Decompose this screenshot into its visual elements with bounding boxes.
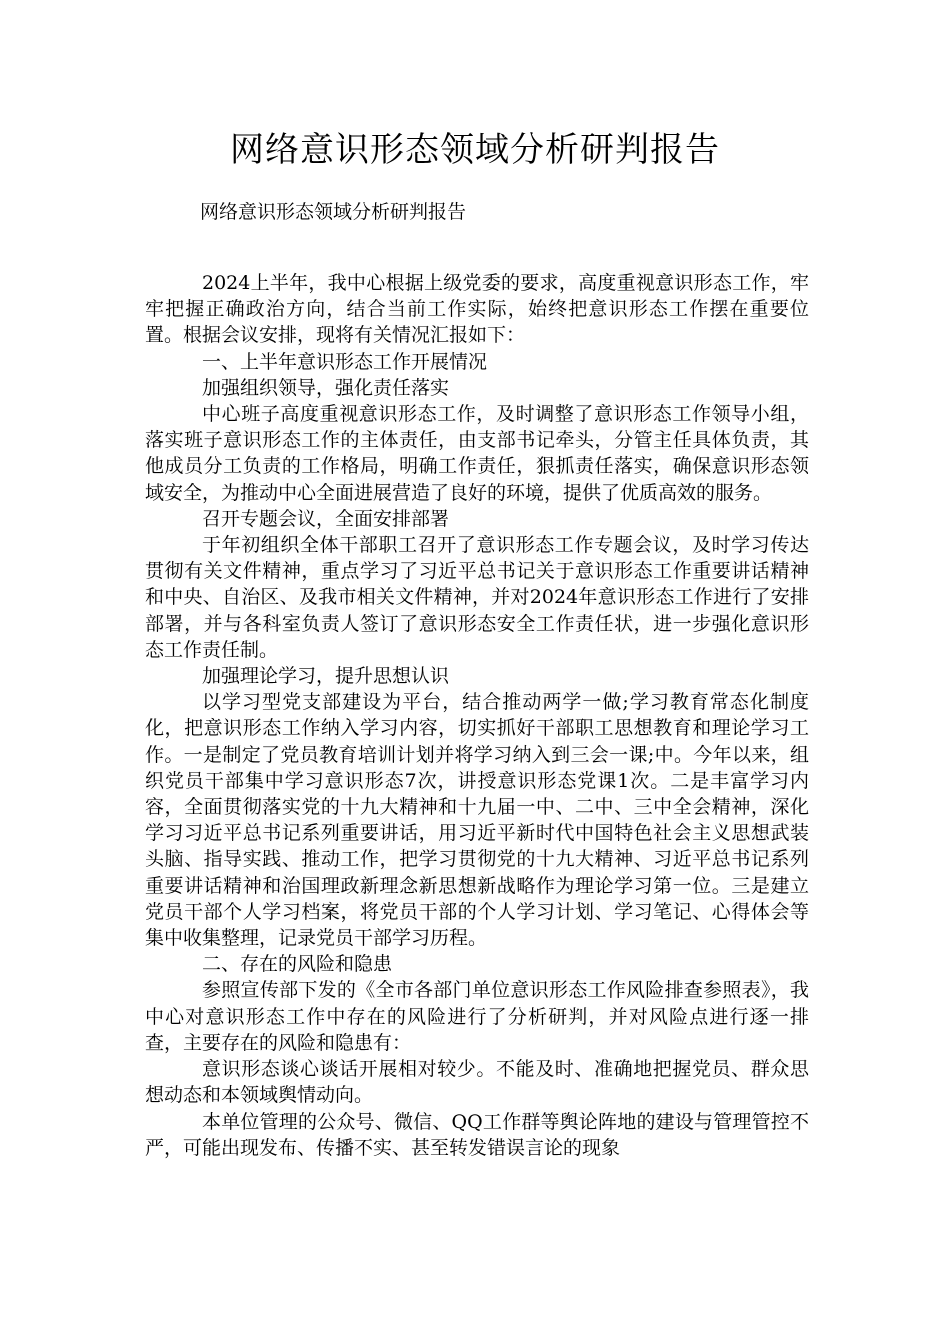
paragraph-meeting: 于年初组织全体干部职工召开了意识形态工作专题会议，及时学习传达贯彻有关文件精神，重点学习了习近平总书记关于意识形态工作重要讲话精神和中央、自治区、及我市相关文件精神，并对2024年意识形态工作进行了安排部署，并与各科室负责人签订了意识形态安全工作责任状，进一步强化意识形态工作责任制。	[145, 534, 809, 661]
document-title: 网络意识形态领域分析研判报告	[230, 130, 720, 170]
paragraph-intro: 2024上半年，我中心根据上级党委的要求，高度重视意识形态工作，牢牢把握正确政治方向，结合当前工作实际，始终把意识形态工作摆在重要位置。根据会议安排，现将有关情况汇报如下：	[145, 272, 809, 347]
paragraph-risk-intro: 参照宣传部下发的《全市各部门单位意识形态工作风险排查参照表》，我中心对意识形态工作中存在的风险进行了分析研判，并对风险点进行逐一排查，主要存在的风险和隐患有：	[145, 979, 809, 1054]
subheading-organization: 加强组织领导，强化责任落实	[202, 376, 450, 399]
paragraph-organization: 中心班子高度重视意识形态工作，及时调整了意识形态工作领导小组，落实班子意识形态工作的主体责任，由支部书记牵头，分管主任具体负责，其他成员分工负责的工作格局，明确工作责任，狠抓责任落实，确保意识形态领域安全，为推动中心全面进展营造了良好的环境，提供了优质高效的服务。	[145, 403, 809, 504]
paragraph-risk-2: 本单位管理的公众号、微信、QQ工作群等舆论阵地的建设与管理管控不严，可能出现发布、传播不实、甚至转发错误言论的现象	[145, 1110, 809, 1159]
paragraph-risk-1: 意识形态谈心谈话开展相对较少。不能及时、准确地把握党员、群众思想动态和本领域舆情动向。	[145, 1058, 809, 1107]
paragraph-study: 以学习型党支部建设为平台，结合推动两学一做;学习教育常态化制度化，把意识形态工作纳入学习内容，切实抓好干部职工思想教育和理论学习工作。一是制定了党员教育培训计划并将学习纳入到三会一课;中。今年以来，组织党员干部集中学习意识形态7次，讲授意识形态党课1次。二是丰富学习内容，全面贯彻落实党的十九大精神和十九届一中、二中、三中全会精神，深化学习习近平总书记系列重要讲话，用习近平新时代中国特色社会主义思想武装头脑、指导实践、推动工作，把学习贯彻党的十九大精神、习近平总书记系列重要讲话精神和治国理政新理念新思想新战略作为理论学习第一位。三是建立党员干部个人学习档案，将党员干部的个人学习计划、学习笔记、心得体会等集中收集整理，记录党员干部学习历程。	[145, 691, 809, 950]
document-subtitle: 网络意识形态领域分析研判报告	[200, 201, 467, 223]
section-heading-2: 二、存在的风险和隐患	[202, 953, 393, 976]
document-body	[145, 270, 809, 1161]
section-heading-1: 一、上半年意识形态工作开展情况	[202, 350, 488, 373]
subheading-study: 加强理论学习，提升思想认识	[202, 665, 450, 688]
subheading-meeting: 召开专题会议，全面安排部署	[202, 507, 450, 530]
